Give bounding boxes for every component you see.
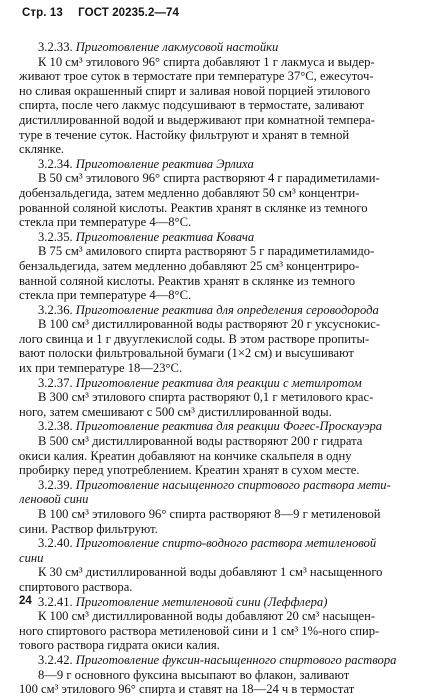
text-line: ного спиртового раствора метиленовой сини и 1 см³ 1%-ного спир- (19, 623, 380, 638)
section-title: Приготовление реактива для реакции с метилротом (75, 375, 362, 390)
text-line: тового раствора гидрата окиси калия. (19, 638, 220, 653)
section-3-2-36 (19, 303, 411, 376)
text-line: В 100 см³ дистиллированной воды растворяют 20 г уксуснокис- (38, 317, 381, 332)
text-line: сини. Раствор фильтруют. (19, 521, 158, 536)
section-title: Приготовление метиленовой сини (Леффлера) (75, 594, 328, 609)
section-number: 3.2.34. (38, 156, 73, 171)
text-line: дистиллированной водой и выдерживают при комнатной темпера- (19, 112, 375, 127)
text-line: ного, затем смешивают с 500 см³ дистиллированной воды. (19, 404, 332, 419)
section-3-2-40 (19, 536, 411, 594)
section-number: 3.2.39. (38, 477, 73, 492)
text-line: стекла при температуре 4—8°С. (19, 215, 192, 230)
section-number: 3.2.36. (38, 302, 73, 317)
section-heading (19, 653, 411, 668)
section-number: 3.2.35. (38, 229, 73, 244)
section-number: 3.2.38. (38, 419, 73, 434)
text-line: живают трое суток в термостате при температуре 37°С, ежесуточ- (19, 69, 374, 84)
text-line: бензальдегида, затем медленно добавляют 25 см³ концентриро- (19, 258, 360, 273)
section-heading (19, 40, 411, 55)
text-line: ванной соляной кислоты. Реактив хранят в склянке из темного (19, 273, 355, 288)
text-line: окиси калия. Креатин добавляют на кончике скальпеля в одну (19, 448, 352, 463)
page-label: Стр. 13 (22, 7, 63, 19)
section-heading (19, 595, 411, 610)
text-line: вают полоски фильтровальной бумаги (1×2 см) и высушивают (19, 346, 354, 361)
section-title: Приготовление лакмусовой настойки (75, 40, 279, 54)
text-line: спирта, после чего лакмус подсушивают в термостате, заливают (19, 98, 365, 113)
text-line: 100 см³ этилового 96° спирта и ставят на 18—24 ч в термостат (19, 682, 355, 697)
section-heading (19, 376, 411, 391)
section-3-2-34 (19, 157, 411, 230)
section-number: 3.2.40. (38, 536, 73, 551)
section-heading (19, 303, 411, 318)
section-3-2-33 (19, 40, 411, 157)
text-line: стекла при температуре 4—8°С. (19, 288, 192, 303)
text-line: рованной соляной кислоты. Реактив хранят в склянке из темного (19, 200, 368, 215)
text-line: добензальдегида, затем медленно добавляют 50 см³ концентри- (19, 185, 360, 200)
section-heading (19, 419, 411, 434)
section-title: Приготовление насыщенного спиртового раствора мети- (75, 477, 391, 492)
text-line: туре в течение суток. Настойку фильтруют и хранят в темной (19, 127, 350, 142)
section-3-2-35 (19, 230, 411, 303)
section-heading (19, 536, 411, 551)
text-line: В 50 см³ этилового 96° спирта растворяют 4 г парадиметилами- (38, 171, 380, 186)
text-line: К 100 см³ дистиллированной воды добавляют 20 см³ насыщен- (38, 609, 376, 624)
section-heading (19, 230, 411, 245)
text-line: лого свинца и 1 г двууглекислой соды. В этом растворе пропиты- (19, 331, 370, 346)
section-title: Приготовление реактива для реакции Фогес-Проскауэра (75, 419, 383, 434)
section-title: Приготовление фуксин-насыщенного спиртового раствора (75, 652, 397, 667)
text-line: пробирку перед употреблением. Креатин хранят в сухом месте. (19, 463, 360, 478)
text-line: 8—9 г основного фуксина высыпают во флакон, заливают (38, 667, 350, 682)
section-number: 3.2.37. (38, 375, 73, 390)
section-title: Приготовление спирто-водного раствора метиленовой (75, 536, 377, 551)
text-line: В 500 см³ дистиллированной воды растворяют 200 г гидрата (38, 434, 363, 449)
standard-code: ГОСТ 20235.2—74 (78, 7, 180, 19)
section-heading (19, 478, 411, 493)
section-title: Приготовление реактива для определения сероводорода (75, 302, 379, 317)
page-number: 24 (19, 595, 32, 607)
text-line: спиртового раствора. (19, 579, 133, 594)
text-line: В 300 см³ этилового спирта растворяют 0,1 г метилового крас- (38, 390, 374, 405)
section-3-2-41 (19, 595, 411, 653)
section-3-2-37 (19, 376, 411, 420)
text-line: но сливая окрашенный спирт и заливая новой порцией этилового (19, 83, 371, 98)
page-header (22, 7, 179, 19)
section-3-2-42 (19, 653, 411, 697)
section-heading (19, 157, 411, 172)
text-line: К 30 см³ дистиллированной воды добавляют 1 см³ насыщенного (38, 565, 383, 580)
section-number: 3.2.41. (38, 594, 73, 609)
section-number: 3.2.42. (38, 652, 73, 667)
text-line: В 100 см³ этилового 96° спирта растворяют 8—9 г метиленовой (38, 507, 381, 521)
text-line: К 10 см³ этилового 96° спирта добавляют 1 г лакмуса и выдер- (38, 54, 375, 69)
document-body (19, 40, 411, 697)
section-number: 3.2.33. (38, 40, 73, 54)
section-3-2-39 (19, 478, 411, 536)
text-line: В 75 см³ амилового спирта растворяют 5 г парадиметиламидо- (38, 244, 375, 259)
section-title: Приготовление реактива Эрлиха (75, 156, 254, 171)
section-title: Приготовление реактива Ковача (75, 229, 255, 244)
text-line: склянке. (19, 142, 65, 157)
section-title-continued: леновой сини (19, 492, 89, 507)
section-title-continued: сини (19, 550, 44, 565)
section-3-2-38 (19, 419, 411, 477)
text-line: их при температуре 18—23°С. (19, 361, 183, 376)
